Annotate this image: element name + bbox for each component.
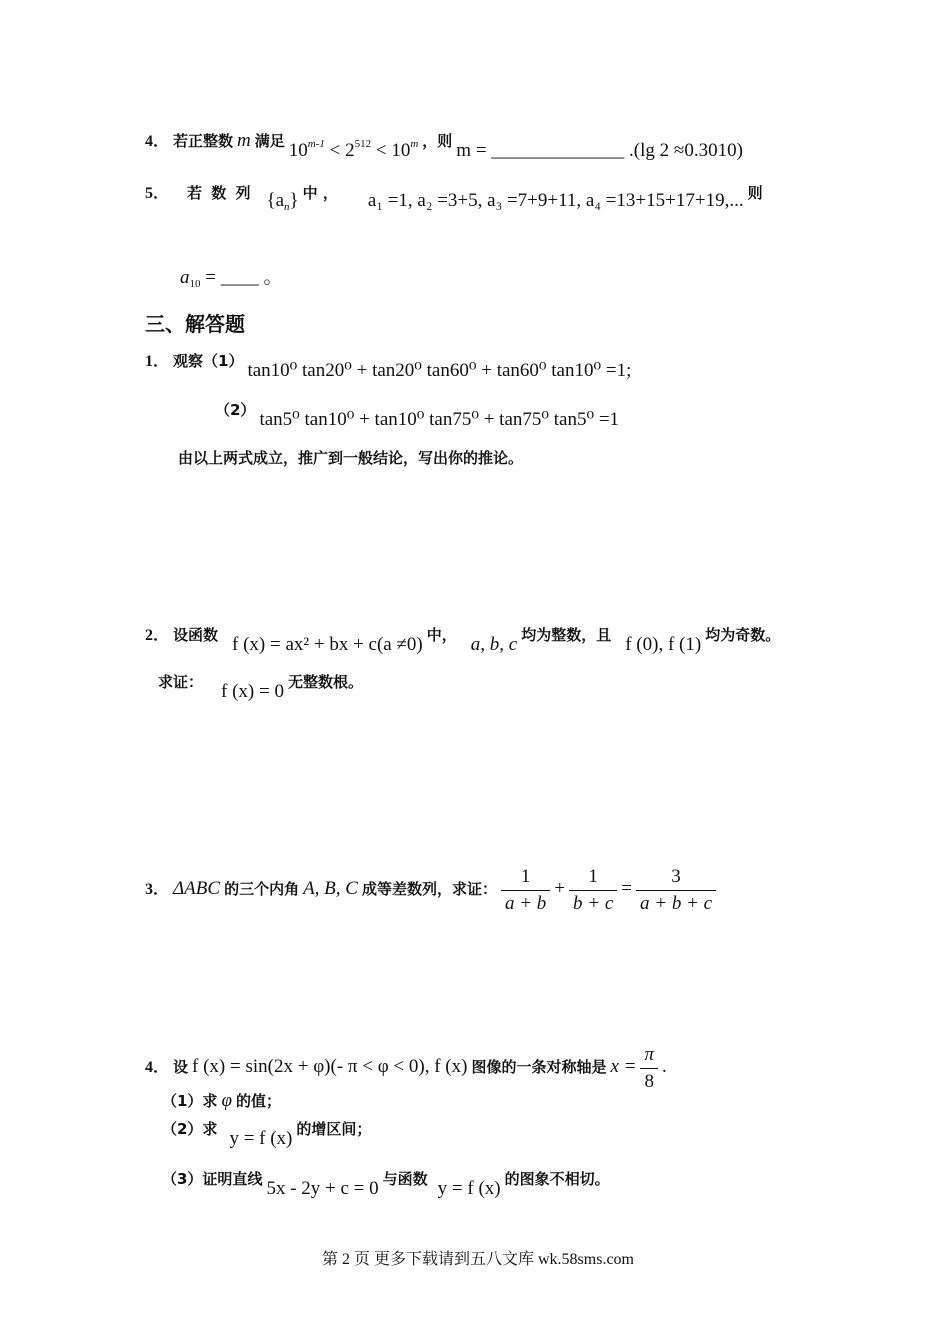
equation-1: tan10⁰ tan20⁰ + tan20⁰ tan60⁰ + tan60⁰ tan10⁰ =1;	[247, 360, 632, 381]
sequence-symbol: $\{a_n\}$	[266, 190, 299, 213]
sequence-terms: a₁ =1, a₂ =3+5, a₃ =7+9+11, a₄ =13+15+17+19,...	[367, 190, 744, 211]
function-def: f (x) = ax² + bx + c(a ≠0)	[232, 634, 423, 655]
fraction-1: $\frac{1}{a + b}$	[501, 866, 550, 915]
inequality: $10^{m-1} < 2^{512} < 10^m$	[288, 138, 419, 161]
problem-number: 4．	[145, 133, 170, 150]
problem-5-fill: 5． 若 数 列 $\{a_n\}$ 中 ， a₁ =1, a₂ =3+5, a₃ =7+9+11, a₄ =13+15+17+19,... 则	[145, 184, 763, 213]
question-4-part-2: （2）求 y = f (x) 的增区间；	[162, 1120, 372, 1149]
answer-blank: m = ______________ .(lg 2 ≈0.3010)	[456, 140, 743, 161]
equation-2: tan5⁰ tan10⁰ + tan10⁰ tan75⁰ + tan75⁰ tan5⁰ =1	[259, 409, 620, 430]
fraction-2: $\frac{1}{b + c}$	[569, 866, 617, 915]
fraction-pi-8: $\frac{\pi}{8}$	[640, 1044, 658, 1093]
problem-4-fill: 4． 若正整数 m 满足 $10^{m-1} < 2^{512} < 10^m$ ，则 m = ______________ .(lg 2 ≈0.3010)	[145, 130, 743, 161]
question-3: 3． ΔABC 的三个内角 A, B, C 成等差数列，求证： $\frac{1}{a + b}$ + $\frac{1}{b + c}$ = $\frac{3}{a + b + c}$	[145, 866, 716, 915]
fraction-3: $\frac{3}{a + b + c}$	[636, 866, 716, 915]
question-2: 2． 设函数 f (x) = ax² + bx + c(a ≠0) 中， a, b, c 均为整数，且 f (0), f (1) 均为奇数。	[145, 626, 781, 655]
question-1-task: 由以上两式成立，推广到一般结论，写出你的推论。	[178, 449, 524, 467]
question-1: 1． 观察（1） tan10⁰ tan20⁰ + tan20⁰ tan60⁰ + tan60⁰ tan10⁰ =1;	[145, 352, 632, 381]
question-1-part-2: （2） tan5⁰ tan10⁰ + tan10⁰ tan75⁰ + tan75⁰ tan5⁰ =1	[215, 401, 620, 430]
question-4-part-1: （1）求 φ 的值；	[162, 1090, 281, 1111]
question-4-part-3: （3）证明直线 5x - 2y + c = 0 与函数 y = f (x) 的图象不相切。	[162, 1170, 610, 1199]
function-def: f (x) = sin(2x + φ)(- π < φ < 0), f (x)	[192, 1056, 468, 1078]
section-title: 三、解答题	[145, 312, 245, 336]
page-footer: 第 2 页 更多下载请到五八文库 wk.58sms.com	[322, 1251, 635, 1268]
problem-number: 5．	[145, 185, 170, 202]
question-2-prove: 求证： f (x) = 0 无整数根。	[158, 673, 363, 702]
problem-5-answer: $a_{10}$ = ____ 。	[180, 267, 283, 290]
question-4: 4． 设 f (x) = sin(2x + φ)(- π < φ < 0), f (x) 图像的一条对称轴是 x = $\frac{\pi}{8}$ .	[145, 1044, 667, 1092]
